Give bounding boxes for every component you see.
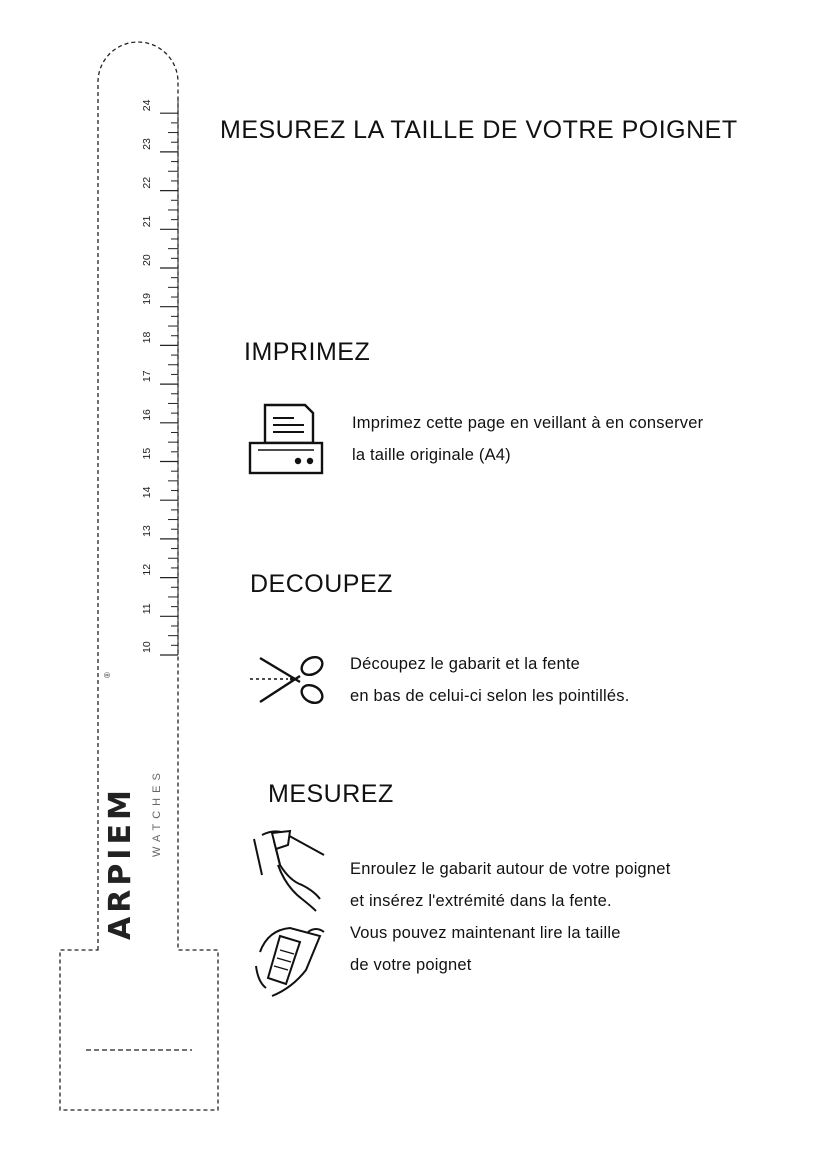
wrist-band-icon xyxy=(250,922,328,1002)
ruler-tick-label: 23 xyxy=(141,138,153,150)
cut-line-1: Découpez le gabarit et la fente xyxy=(350,655,581,673)
measure-line-2: et insérez l'extrémité dans la fente. xyxy=(350,892,612,910)
brand-registered-mark: ® xyxy=(103,672,112,678)
arpiem-logo xyxy=(103,672,163,940)
ruler-tick-label: 19 xyxy=(141,293,153,305)
ruler-tick-marks xyxy=(160,113,178,655)
ruler-tick-label: 21 xyxy=(141,215,153,228)
print-line-2: la taille originale (A4) xyxy=(352,446,511,464)
ruler-tick-label: 20 xyxy=(141,254,153,266)
strap-cut-outline xyxy=(60,42,218,1110)
wrist-ruler-template xyxy=(0,0,260,1169)
measure-heading: MESUREZ xyxy=(268,780,394,808)
brand-logo-text: ARPIEM xyxy=(103,786,138,940)
ruler-tick-label: 15 xyxy=(141,447,153,460)
ruler-tick-label: 10 xyxy=(141,641,153,653)
brand-sub-text: WATCHES xyxy=(151,768,163,857)
ruler-tick-labels xyxy=(141,99,153,653)
measure-line-3: Vous pouvez maintenant lire la taille xyxy=(350,924,621,942)
scissors-icon xyxy=(248,652,330,710)
ruler-tick-label: 18 xyxy=(141,331,153,344)
ruler-tick-label: 24 xyxy=(141,99,153,112)
ruler-tick-label: 11 xyxy=(141,603,153,615)
cut-heading: DECOUPEZ xyxy=(250,570,393,598)
ruler-tick-label: 17 xyxy=(141,370,153,383)
page-title: MESUREZ LA TAILLE DE VOTRE POIGNET xyxy=(220,116,738,144)
measure-line-1: Enroulez le gabarit autour de votre poignet xyxy=(350,860,671,878)
print-heading: IMPRIMEZ xyxy=(244,338,371,366)
measure-line-4: de votre poignet xyxy=(350,956,472,974)
ruler-tick-label: 22 xyxy=(141,176,153,189)
print-line-1: Imprimez cette page en veillant à en conserver xyxy=(352,414,704,432)
ruler-tick-label: 12 xyxy=(141,563,153,576)
cut-line-2: en bas de celui-ci selon les pointillés. xyxy=(350,687,630,705)
ruler-tick-label: 14 xyxy=(141,486,153,499)
wrist-wrap-icon xyxy=(250,825,328,913)
printer-icon xyxy=(248,403,328,477)
ruler-tick-label: 16 xyxy=(141,409,153,421)
ruler-tick-label: 13 xyxy=(141,525,153,537)
